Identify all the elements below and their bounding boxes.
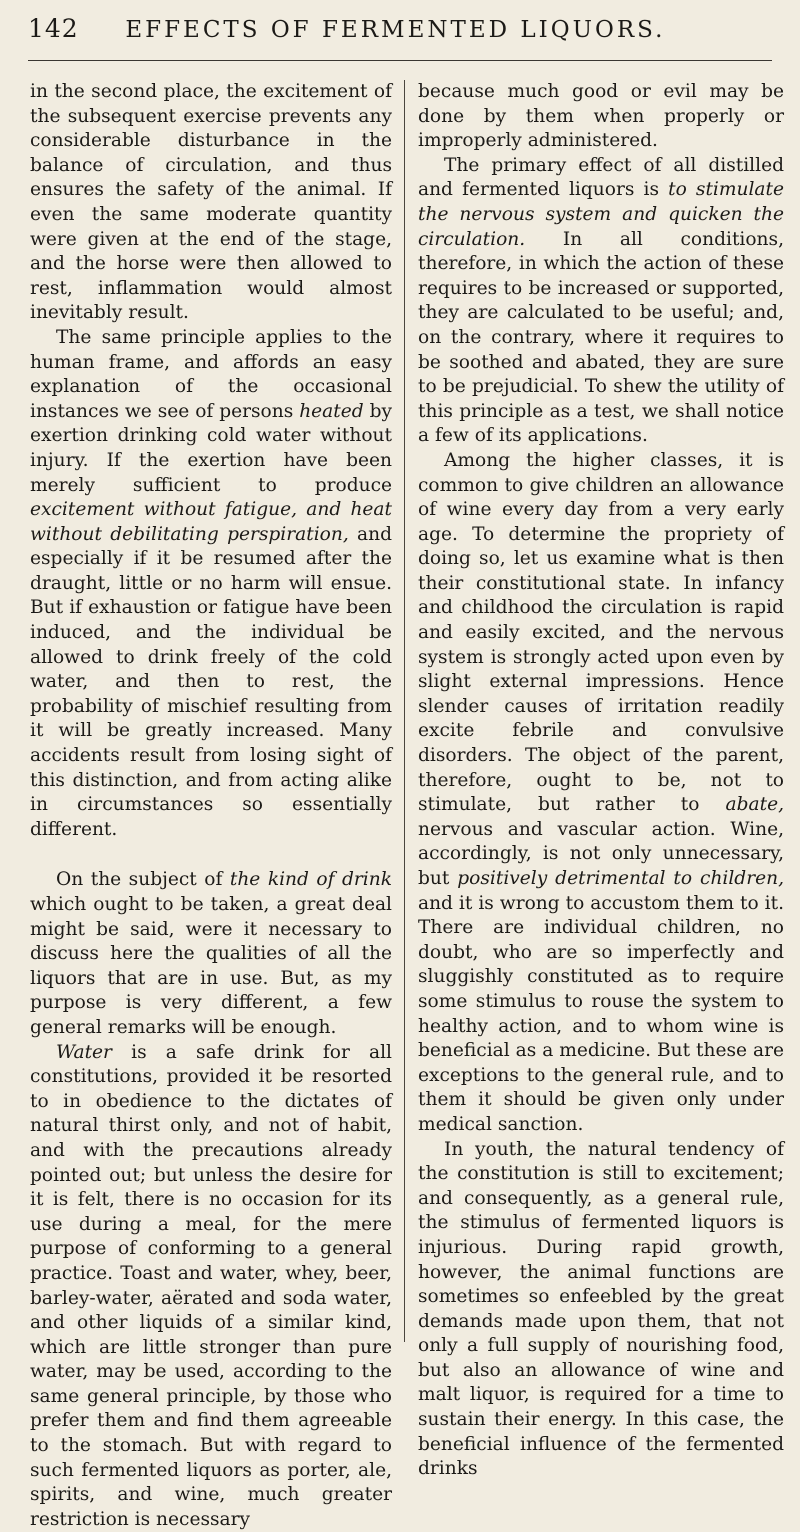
italic-text: excitement without fatigue, and heat without debilitating perspiration, bbox=[30, 499, 392, 545]
italic-text: heated bbox=[299, 400, 364, 422]
left-column bbox=[30, 80, 392, 1532]
text-run: In youth, the natural tendency of the constitution is still to excitement; and consequently, as a general rule, the stimulus of fermented liquors is injurious. During rapid growth, however, the animal functions are sometimes so enfeebled by the great demands made upon them, that not only a full supply of nourishing food, but also an allowance of wine and malt liquor, is required for a time to sustain their energy. In this case, the beneficial influence of the fermented drinks bbox=[418, 1138, 784, 1480]
italic-text: abate, bbox=[725, 794, 784, 816]
text-run: which ought to be taken, a great deal might be said, were it necessary to discuss here the qualities of all the liquors that are in use. But, as my purpose is very different, a few general remarks will be enough. bbox=[30, 894, 392, 1038]
italic-text: Water bbox=[56, 1041, 112, 1063]
paragraph bbox=[30, 1041, 392, 1532]
text-run: Among the higher classes, it is common to give children an allowance of wine every day from a very early age. To determine the propriety of doing so, let us examine what is then their constitutional state. In infancy and childhood the circulation is rapid and easily excited, and the nervous system is strongly acted upon even by slight external impressions. Hence slender causes of irritation readily excite febrile and convulsive disorders. The object of the parent, therefore, ought to be, not to stimulate, but rather to bbox=[418, 449, 784, 816]
running-title: EFFECTS OF FERMENTED LIQUORS. bbox=[125, 17, 666, 43]
italic-text: to stimulate the nervous system and quicken the circulation. bbox=[418, 179, 784, 250]
header-rule bbox=[28, 60, 772, 61]
italic-text: positively detrimental to children, bbox=[457, 868, 784, 889]
paragraph bbox=[30, 80, 392, 326]
text-run: because much good or evil may be done by them when properly or improperly administered. bbox=[418, 81, 784, 152]
paragraph bbox=[418, 154, 784, 449]
text-run: is a safe drink for all constitutions, provided it be resorted to in obedience to the dictates of natural thirst only, and not of habit, and with the precautions already pointed out; but unless the desire for it is felt, there is no occasion for its use during a meal, for the mere purpose of conforming to a general practice. Toast and water, whey, beer, barley-water, aërated and soda water, and other liquids of a similar kind, which are little stronger than pure water, may be used, according to the same general principle, by those who prefer them and find them agreeable to the stomach. But with regard to such fermented liquors as porter, ale, spirits, and wine, much greater restriction is necessary bbox=[30, 1041, 392, 1530]
paragraph bbox=[418, 1138, 784, 1482]
text-run: nervous and vascular action. Wine, accordingly, is not only unnecessary, but bbox=[418, 818, 784, 889]
text-run: In all conditions, therefore, in which the action of these requires to be increased or supported, they are calculated to be useful; and, on the contrary, where it requires to be soothed and abated, they are sure to be prejudicial. To shew the utility of this principle as a test, we shall notice a few of its applications. bbox=[418, 228, 784, 447]
column-divider bbox=[404, 80, 405, 1342]
right-column bbox=[418, 80, 784, 1482]
text-run: The same principle applies to the human frame, and affords an easy explanation of the occasional instances we see of persons bbox=[30, 326, 392, 422]
text-run: and it is wrong to accustom them to it. There are individual children, no doubt, who are so imperfectly and sluggishly constituted as to require some stimulus to rouse the system to healthy action, and to whom wine is beneficial as a medicine. But these are exceptions to the general rule, and to them it should be given only under medical sanction. bbox=[418, 892, 784, 1135]
paragraph bbox=[30, 326, 392, 842]
italic-text: the kind of drink bbox=[229, 869, 392, 891]
paragraph bbox=[418, 449, 784, 1138]
text-run: The primary effect of all distilled and fermented liquors is bbox=[418, 154, 784, 201]
paragraph bbox=[30, 868, 392, 1040]
paragraph bbox=[418, 80, 784, 154]
text-run: On the subject of bbox=[56, 869, 230, 891]
text-run: in the second place, the excitement of the subsequent exercise prevents any considerable disturbance in the balance of circulation, and thus ensures the safety of the animal. If even the same moderate quantity were given at the end of the stage, and the horse were then allowed to rest, inflammation would almost inevitably result. bbox=[30, 81, 392, 324]
text-run: by exertion drinking cold water without injury. If the exertion have been merely sufficient to produce bbox=[30, 400, 392, 496]
page-number: 142 bbox=[28, 14, 79, 43]
text-run: and especially if it be resumed after the draught, little or no harm will ensue. But if exhaustion or fatigue have been induced, and the individual be allowed to drink freely of the cold water, and then to rest, the probability of mischief resulting from it will be greatly increased. Many accidents result from losing sight of this distinction, and from acting alike in circumstances so essentially different. bbox=[30, 523, 393, 840]
section-gap bbox=[30, 842, 392, 868]
page-header bbox=[28, 14, 772, 54]
